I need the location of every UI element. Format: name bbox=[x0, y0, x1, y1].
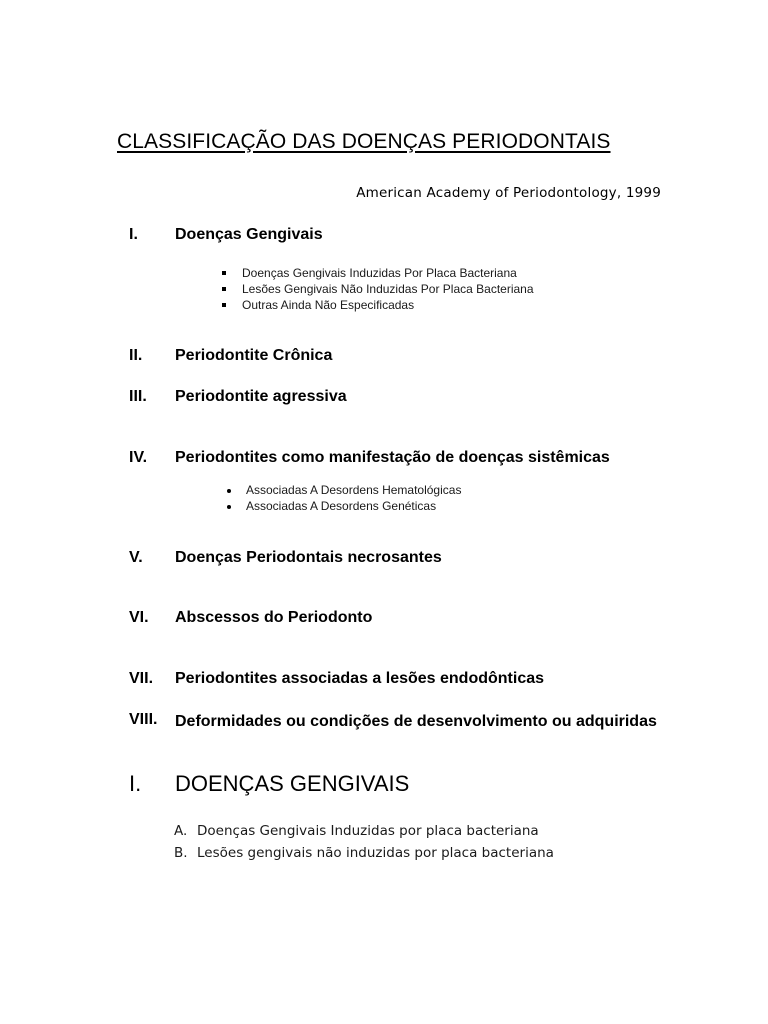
document-title: CLASSIFICAÇÃO DAS DOENÇAS PERIODONTAIS bbox=[117, 130, 611, 153]
detail-heading: DOENÇAS GENGIVAIS bbox=[175, 771, 410, 796]
section-numeral: II. bbox=[129, 347, 143, 364]
section-numeral: VIII. bbox=[129, 711, 158, 728]
list-item bbox=[246, 499, 461, 515]
section-numeral: V. bbox=[129, 549, 143, 566]
round-bullet-icon bbox=[227, 489, 231, 493]
section-title: Periodontites associadas a lesões endodônticas bbox=[175, 670, 545, 687]
section-title: Periodontite Crônica bbox=[175, 347, 333, 364]
square-bullet-icon bbox=[222, 303, 226, 307]
section-title: Deformidades ou condições de desenvolvimento ou adquiridas bbox=[175, 713, 657, 730]
section-4-subitems bbox=[246, 483, 461, 514]
list-marker: B. bbox=[174, 845, 188, 861]
list-item bbox=[242, 297, 534, 313]
section-numeral: I. bbox=[129, 226, 138, 243]
round-bullet-icon bbox=[227, 505, 231, 509]
section-numeral: VI. bbox=[129, 609, 149, 626]
section-1-subitems bbox=[242, 265, 534, 313]
detail-list bbox=[174, 820, 554, 864]
list-item-text: Lesões gengivais não induzidas por placa bacteriana bbox=[197, 845, 554, 861]
list-item bbox=[174, 820, 554, 842]
section-numeral: IV. bbox=[129, 449, 148, 466]
section-title: Doenças Gengivais bbox=[175, 226, 323, 243]
list-item-text: Associadas A Desordens Genéticas bbox=[246, 498, 437, 513]
list-item bbox=[242, 281, 534, 297]
list-item-text: Doenças Gengivais Induzidas Por Placa Bacteriana bbox=[242, 266, 517, 280]
list-item bbox=[242, 265, 534, 281]
citation: American Academy of Periodontology, 1999 bbox=[356, 185, 661, 201]
square-bullet-icon bbox=[222, 287, 226, 291]
section-title: Doenças Periodontais necrosantes bbox=[175, 549, 442, 566]
section-title: Periodontites como manifestação de doenças sistêmicas bbox=[175, 449, 610, 466]
list-item bbox=[174, 842, 554, 864]
list-marker: A. bbox=[174, 823, 188, 839]
section-numeral: VII. bbox=[129, 670, 154, 687]
list-item-text: Associadas A Desordens Hematológicas bbox=[246, 483, 462, 497]
list-item-text: Doenças Gengivais Induzidas por placa bacteriana bbox=[197, 823, 539, 839]
section-title: Abscessos do Periodonto bbox=[175, 609, 373, 626]
square-bullet-icon bbox=[222, 271, 226, 275]
list-item bbox=[246, 483, 461, 499]
list-item-text: Lesões Gengivais Não Induzidas Por Placa Bacteriana bbox=[242, 282, 534, 296]
section-numeral: III. bbox=[129, 388, 147, 405]
section-title: Periodontite agressiva bbox=[175, 388, 347, 405]
list-item-text: Outras Ainda Não Especificadas bbox=[242, 298, 415, 312]
detail-numeral: I. bbox=[129, 771, 142, 796]
